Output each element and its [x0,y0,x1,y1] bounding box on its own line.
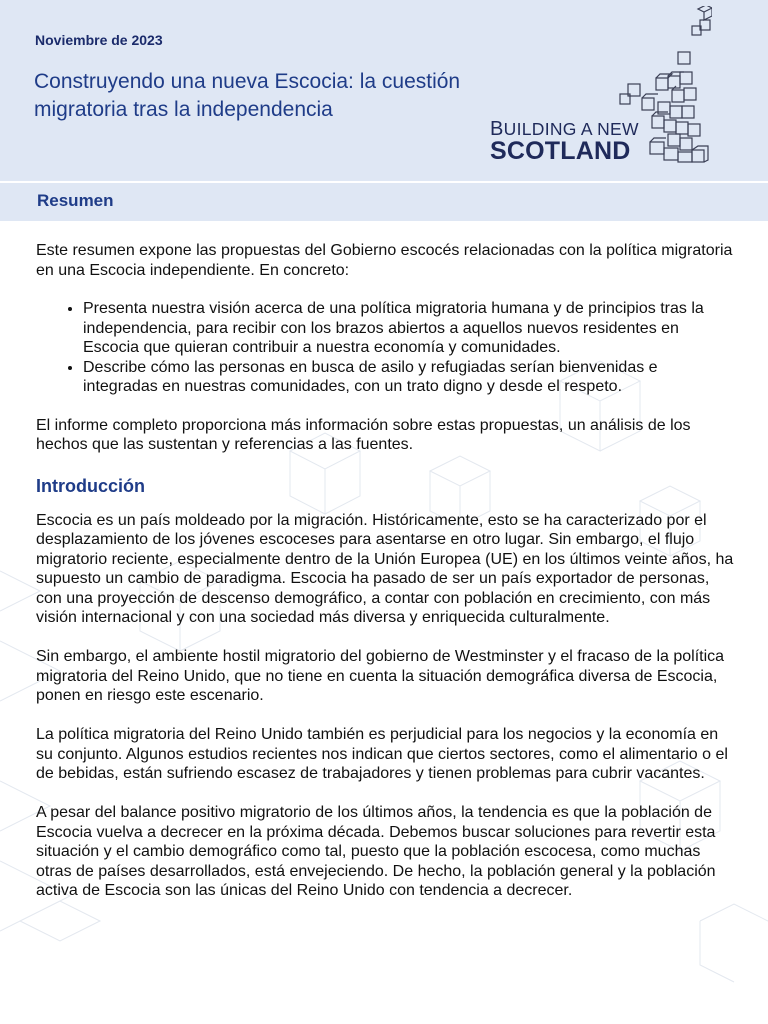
introduction-heading: Introducción [36,475,145,496]
summary-heading-band [0,183,768,221]
list-item: • Presenta nuestra visión acerca de una política migratoria humana y de principios tras la independencia, para recibir con los brazos abiertos a aquellos nuevos residentes en Escocia que quieran contribuir a nuestra economía y comunidades. [83,299,736,358]
introduction-paragraph: La política migratoria del Reino Unido también es perjudicial para los negocios y la economía en su conjunto. Algunos estudios recientes nos indican que ciertos sectores, como el alimentario o el de bebidas, están sufriendo escasez de trabajadores y tienen problemas para cubrir vacantes. [36,726,728,782]
summary-intro-paragraph: Este resumen expone las propuestas del Gobierno escocés relacionadas con la política migratoria en una Escocia independiente. En concreto: [36,242,733,279]
summary-bullet-list [36,299,736,397]
summary-closing-paragraph: El informe completo proporciona más información sobre estas propuestas, un análisis de los hechos que las sustentan y referencias a las fuentes. [36,416,691,453]
list-item: • Describe cómo las personas en busca de asilo y refugiadas serían bienvenidas e integradas en nuestras comunidades, con un trato digno y desde el respeto. [83,358,736,397]
publication-date: Noviembre de 2023 [35,32,163,48]
introduction-paragraph: Sin embargo, el ambiente hostil migratorio del gobierno de Westminster y el fracaso de la política migratoria del Reino Unido, que no tiene en cuenta la situación demográfica diversa de Escocia, ponen en riesgo este escenario. [36,648,725,704]
document-header [0,0,768,181]
document-body [36,241,736,920]
logo-text-building-a-new: BUILDING A NEW [490,118,639,140]
introduction-paragraph: Escocia es un país moldeado por la migración. Históricamente, esto se ha caracterizado por el desplazamiento de los jóvenes escoceses para asentarse en otro lugar. Sin embargo, el flujo migratorio reciente, especialmente dentro de la Unión Europea (UE) en los últimos veinte años, ha supuesto un cambio de paradigma. Escocia ha pasado de ser un país exportador de personas, con una proyección de descenso demográfico, a contar con población en crecimiento, con más visión internacional y con una sociedad más diversa y enriquecida culturalmente. [36,511,734,626]
introduction-paragraph: A pesar del balance positivo migratorio de los últimos años, la tendencia es que la población de Escocia vuelva a decrecer en la próxima década. Debemos buscar soluciones para revertir esta situación y el cambio demográfico como tal, puesto que la población escocesa, como muchas otras de países desarrollados, está envejeciendo. De hecho, la población general y la población activa de Escocia son las únicas del Reino Unido con tendencia a decrecer. [36,804,716,899]
summary-heading: Resumen [37,191,114,210]
document-title: Construyendo una nueva Escocia: la cuestión migratoria tras la independencia [34,70,461,121]
logo-text-scotland: SCOTLAND [490,137,631,165]
